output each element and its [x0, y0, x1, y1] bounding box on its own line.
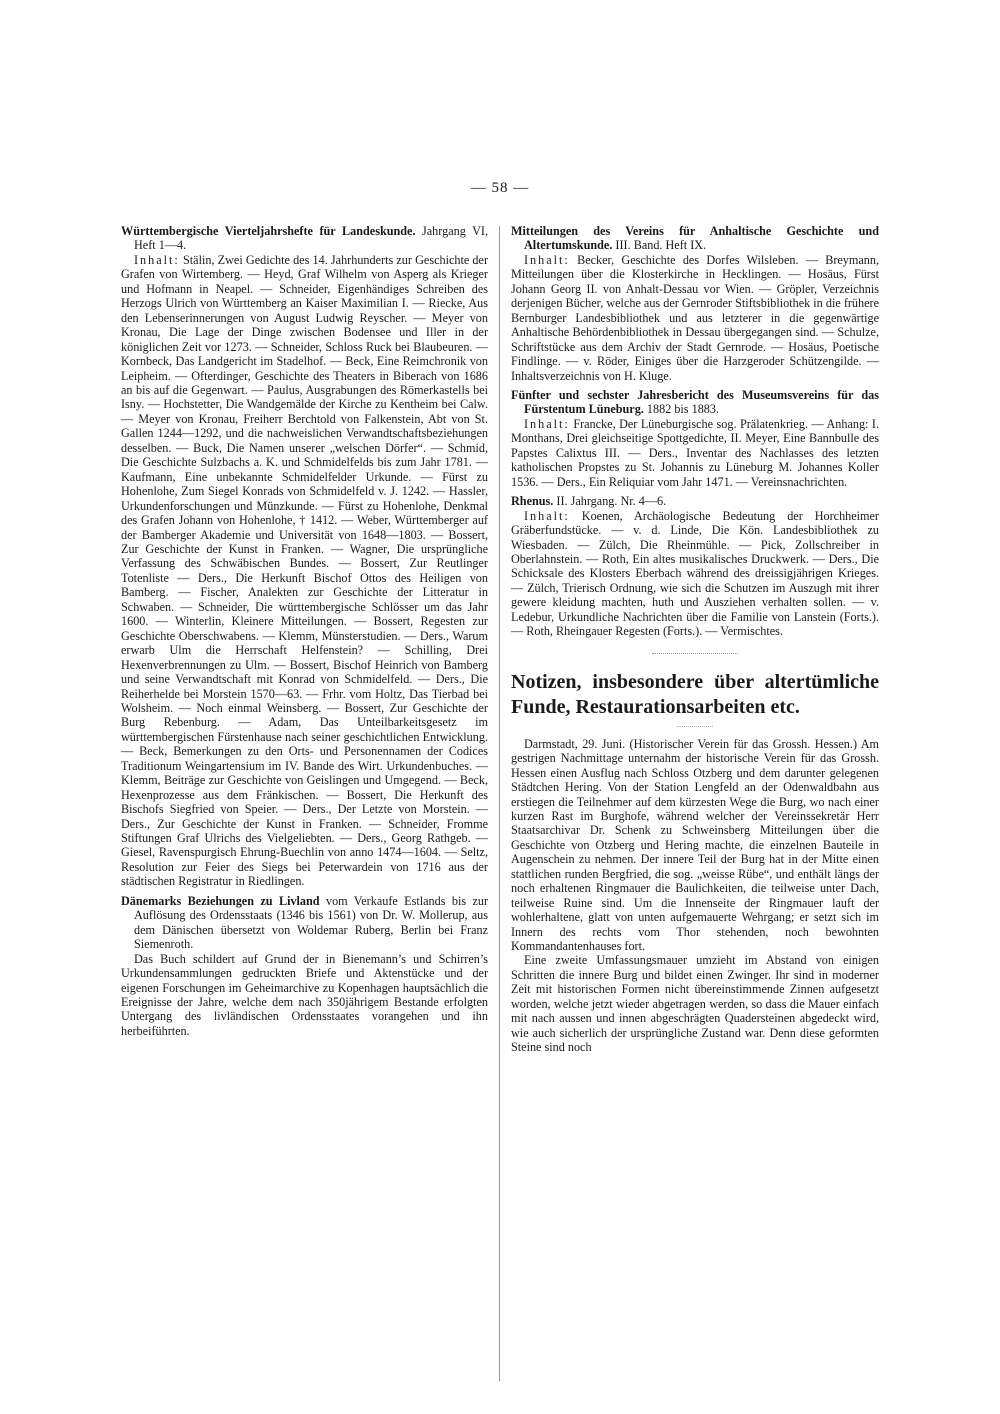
entry-subtitle: III. Band. Heft IX.: [615, 238, 707, 253]
contents-text: Francke, Der Lüneburgische sog. Prälatenkrieg. — Anhang: I. Monthans, Drei gleichseitige Spottgedichte, II. Meyer, Eine Bannbulle des Papstes Calixtus III. — Ders., Inventar des Nachlasses des letzten katholischen Propstes zu St. Johannis zu Lüneburg M. Johannes Koller 1536. — Ders., Ein Reliquiar vom Jahr 1471. — Vereinsnachrichten.: [511, 416, 880, 489]
entry-body: [511, 509, 879, 639]
entry-heading: [121, 894, 488, 952]
entry-body: [511, 417, 879, 489]
entry-body: [121, 253, 488, 889]
contents-label: Inhalt:: [524, 252, 570, 267]
entry-heading: [511, 494, 879, 508]
section-separator: [652, 653, 738, 654]
title-separator: [677, 726, 713, 727]
entry-heading: [121, 224, 488, 253]
column-divider: [499, 226, 500, 1381]
entry-title: Dänemarks Beziehungen zu Livland: [121, 893, 320, 908]
section-title: Notizen, insbesondere über altertümliche Funde, Restaurationsarbeiten etc.: [511, 670, 879, 718]
left-column: [121, 224, 488, 1043]
contents-text: Koenen, Archäologische Bedeutung der Horchheimer Gräberfundstücke. — v. d. Linde, Die Kön. Landesbibliothek zu Wiesbaden. — Zülch, Die Rheinmühle. — Pick, Zollschreiber in Oberlahnstein. — Roth, Ein altes musikalisches Druckwerk. — Ders., Die Schicksale des Klosters Eberbach während des dreissigjährigen Krieges. — Zülch, Trierisch Ordnung, wie sich die Schutzen im Auszugh mit ihrer gewere kleidung machten, huth und Ausziehen verhalten sollen. — v. Ledebur, Urkundliche Nachrichten über die Familie von Lanstein (Forts.). — Roth, Rheingauer Regesten (Forts.). — Vermischtes.: [511, 508, 879, 639]
entry-rhenus: [511, 494, 879, 639]
entry-title: Mitteilungen des Vereins für Anhaltische Geschichte und Altertumskunde.: [511, 224, 879, 253]
entry-anhalt: [511, 224, 879, 383]
entry-body: Das Buch schildert auf Grund der in Bienemann’s und Schirren’s Urkundensammlungen gedruckten Briefe und Aktenstücke und der eigenen Forschungen im Geheimarchive zu Kopenhagen hauptsächlich die Ereignisse der Jahre, welche dem nach 350jährigem Bestande erfolgten Untergang des livländischen Ordensstaates vorangehen und ihn herbeiführten.: [121, 951, 488, 1038]
contents-label: Inhalt:: [134, 252, 180, 267]
entry-body: [511, 253, 879, 383]
entry-title: Württembergische Vierteljahrshefte für Landeskunde.: [121, 224, 416, 238]
entry-subtitle: 1882 bis 1883.: [646, 402, 720, 417]
contents-label: Inhalt:: [524, 508, 570, 523]
entry-daenemark: [121, 894, 488, 1039]
entry-wuerttemberg: [121, 224, 488, 889]
contents-text: Becker, Geschichte des Dorfes Wilsleben. — Breymann, Mitteilungen über die Klosterkirche in Hecklingen. — Hosäus, Fürst Johann Georg II. von Anhalt-Dessau vor Wien. — Gröpler, Verzeichnis derjenigen Bücher, welche aus der Gernroder Stiftsbibliothek in die frühere Bernburger Landesbibliothek und aus letzterer in die gegenwärtige Anhaltische Behördenbibliothek in Dessau übergegangen sind. — Schulze, Schriftstücke aus dem Archiv der Stadt Gernrode. — Hosäus, Poetische Findlinge. — v. Röder, Einiges über die Harzgeroder Schützengilde. — Inhaltsverzeichnis von H. Kluge.: [511, 252, 880, 383]
entry-title: Rhenus.: [511, 494, 554, 509]
entry-title: Fünfter und sechster Jahresbericht des Museumsvereins für das Fürstentum Lüneburg.: [511, 387, 879, 417]
page-number: — 58 —: [470, 180, 530, 196]
entry-lueneburg: [511, 388, 879, 489]
entry-subtitle: II. Jahrgang. Nr. 4—6.: [556, 494, 667, 509]
entry-heading: [511, 224, 879, 253]
contents-text: Stälin, Zwei Gedichte des 14. Jahrhunderts zur Geschichte der Grafen von Wirtemberg. — Heyd, Graf Wilhelm von Asperg als Krieger und Hofmann in Neapel. — Schneider, Eigenhändiges Schreiben des Herzogs Ulrich von Württemberg an Kaiser Maximilian I. — Riecke, Aus den Lebenserinnerungen von August Ludwig Reyscher. — Meyer von Kronau, Die Lage der Dinge zwischen Bodensee und Iller in der königlichen Zeit vor 1273. — Schneider, Schloss Ruck bei Blaubeuren. — Kornbeck, Das Landgericht im Stadelhof. — Beck, Eine Reimchronik von Leipheim. — Ofterdinger, Geschichte des Theaters in Biberach von 1686 an bis auf die Gegenwart. — Paulus, Ausgrabungen des Römerkastells bei Isny. — Hochstetter, Die Wandgemälde der Kirche zu Kentheim bei Calw. — Meyer von Kronau, Freiherr Berchtold von Falkenstein, Abt von St. Gallen 1244—1292, und die nachweislichen Verwandtschaftsbeziehungen desselben. — Buck, Die Namen unserer „welschen Dörfer“. — Schmid, Die Geschichte Sulzbachs a. K. und Schmidelfelds bis zum Jahr 1781. — Kaufmann, Eine unbekannte Schmidelfelder Urkunde. — Fürst zu Hohenlohe, Zum Siegel Konrads von Schmidelfeld v. J. 1242. — Hassler, Urkundenforschungen und Münzkunde. — Fürst zu Hohenlohe, Denkmal des Grafen Johann von Hohenlohe, † 1412. — Weber, Württemberger auf der Bamberger Akademie und Universität von 1648—1803. — Bossert, Zur Geschichte der Kunst in Franken. — Wagner, Die ursprüngliche Verfassung des Schwäbischen Bundes. — Bossert, Zur Reutlinger Totenliste — Ders., Die Herkunft Bischof Ottos des Heiligen von Bamberg. — Fischer, Analekten zur Geschichte der Litteratur in Schwaben. — Schneider, Die württembergische Schlösser um das Jahr 1600. — Winterlin, Kleinere Mitteilungen. — Bossert, Regesten zur Geschichte Oberschwabens. — Klemm, Münsterstudien. — Ders., Warum erwarb Ulm die Herrschaft Helfenstein? — Schilling, Drei Hexenverbrennungen zu Ulm. — Bossert, Bischof Heinrich von Bamberg und seine Verwandtschaft mit Konrad von Schmidelfeld. — Ders., Die Reiherhelde bei Morstein 1570—63. — Frhr. vom Holtz, Das Tierbad bei Wolsheim. — Noch einmal Weinsberg. — Bossert, Zur Geschichte der Burg Rebenburg. — Adam, Das Unteilbarkeitsgesetz im württembergischen Fürstenhause nach seiner geschichtlichen Entwicklung. — Beck, Bemerkungen zu den Orts- und Personennamen der Codices Traditionum Weingartensium im IV. Bande des Wirt. Urkundenbuches. — Klemm, Beiträge zur Geschichte von Geislingen und Umgegend. — Beck, Hexenprozesse aus dem Fränkischen. — Bossert, Die Herkunft des Bischofs Siegfried von Speier. — Ders., Der Letzte von Morstein. — Ders., Zur Geschichte der Kunst in Franken. — Schneider, Fromme Stiftungen Graf Ulrichs des Vielgeliebten. — Ders., Georg Rathgeb. — Giesel, Ravenspurgisch Ehrung-Buechlin von anno 1474—1604. — Seltz, Resolution zur Feier des Siegs bei Peterwardein von 1716 aus der städtischen Registratur in Riedlingen.: [121, 252, 488, 889]
news-paragraph: Darmstadt, 29. Juni. (Historischer Verein für das Grossh. Hessen.) Am gestrigen Nachmittage unternahm der historische Verein für das Grossh. Hessen einen Ausflug nach Schloss Otzberg und dem darunter gelegenen Städtchen Hering. Von der Station Lengfeld an der Odenwaldbahn aus erstiegen die Teilnehmer auf dem kürzesten Wege die Burg, wo nach einer kurzen Rast im Burghofe, während welcher der Vereinssekretär Herr Staatsarchivar Dr. Schenk zu Schweinsberg Mitteilungen über die Geschichte von Otzberg und Hering machte, die einzelnen Bauteile in Augenschein zu nehmen. Der innere Teil der Burg hat in der Mitte einen stattlichen runden Bergfried, die sog. „weisse Rübe“, und enthält längs der noch erhaltenen Ringmauer die Baulichkeiten, die teilweise unter Dach, teilweise Ruine sind. Um die Innenseite der Ringmauer lauft der wohlerhaltene, glatt von unten aufgemauerte Wehrgang; er setzt sich im Innern des rechts vom Thor stehenden, noch bewohnten Kommandantenhauses fort.: [511, 736, 879, 954]
entry-subtitle: vom Verkaufe Estlands bis zur Auflösung des Ordensstaats (1346 bis 1561) von Dr. W. Mollerup, aus dem Dänischen übersetzt von Woldemar Ruberg, Berlin bei Franz Siemenroth.: [134, 893, 489, 952]
right-column: [511, 224, 879, 1055]
news-paragraph: Eine zweite Umfassungsmauer umzieht im Abstand von einigen Schritten die innere Burg und bildet einen Zwinger. Ihr sind in moderner Zeit mit historischen Formen nicht übereinstimmende Zinnen aufgesetzt worden, welche jetzt wieder abgetragen werden, so dass die Mauer einfach mit nach aussen und innen abgeschrägten Quadersteinen abgedeckt wird, wie auch sicherlich der ursprüngliche Zustand war. Denn diese geformten Steine sind noch: [511, 953, 879, 1055]
contents-label: Inhalt:: [524, 416, 570, 431]
entry-subtitle: Jahrgang VI, Heft 1—4.: [134, 224, 489, 253]
entry-heading: [511, 388, 879, 417]
